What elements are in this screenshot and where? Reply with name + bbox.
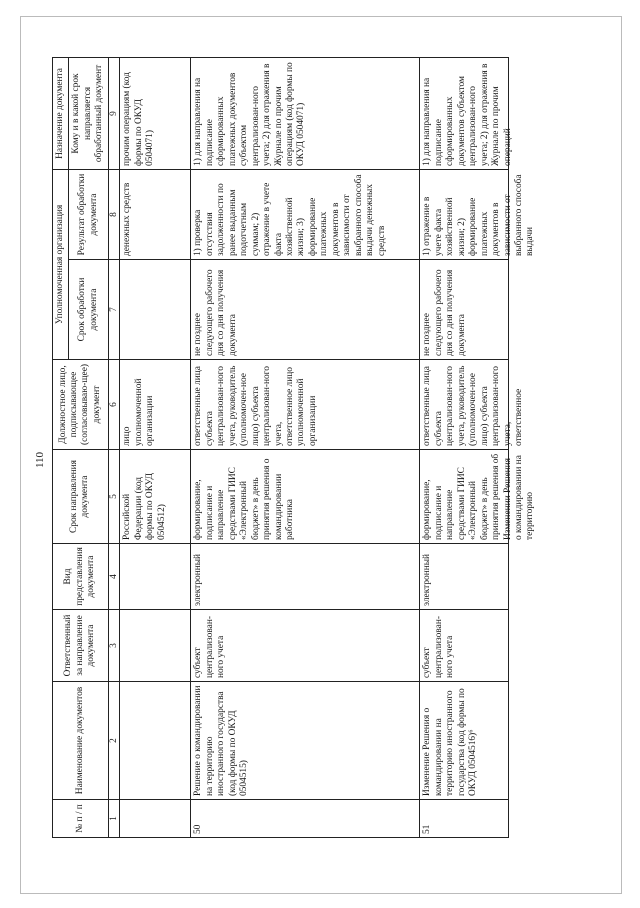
cell-kind: [120, 544, 191, 610]
table-row: [191, 57, 420, 837]
cell-term: Российской Федерации (код формы по ОКУД 0504512): [120, 450, 191, 544]
header-kind: Вид представления документа: [53, 544, 109, 610]
column-number: 8: [108, 169, 119, 259]
cell-purpose: 1) для направления на подписание сформированных платежных документов субъектом централизован-ного учета; 2) для отражения в Журнале по прочим операциям (код формы по ОКУД 0504071): [191, 57, 420, 169]
table-row: [120, 57, 191, 837]
cell-result: денежных средств: [120, 169, 191, 259]
header-whom: Кому и в какой срок направляется обработанный документ: [69, 57, 108, 169]
header-responsible: Ответственный за направление документа: [53, 610, 109, 682]
cell-kind: электронный: [420, 544, 509, 610]
header-processing-term: Срок обработки документа: [69, 260, 108, 360]
column-number: 2: [108, 682, 119, 800]
cell-responsible: субъект централизован-ного учета: [191, 610, 420, 682]
header-official: Должностное лицо, подписывающее (согласовываю-щее) документ: [53, 360, 109, 450]
cell-processing-term: не позднее следующего рабочего дня со дня получения документа: [191, 260, 420, 360]
column-numbers-row: [108, 57, 119, 837]
cell-term: формирование, подписание и направление средствами ГИИС «Электронный бюджет» в день принятия решения о командировании работника: [191, 450, 420, 544]
cell-num: 51: [420, 800, 509, 838]
header-purpose-group: Назначение документа: [53, 57, 69, 169]
cell-processing-term: не позднее следующего рабочего дня со дня получения документа: [420, 260, 509, 360]
header-name: Наименование документов: [53, 682, 109, 800]
cell-num: 50: [191, 800, 420, 838]
column-number: 5: [108, 450, 119, 544]
cell-term: формирование, подписание и направление средствами ГИИС «Электронный бюджет» в день принятия решения об Изменении Решения о командировании на территорию: [420, 450, 509, 544]
column-number: 3: [108, 610, 119, 682]
rotated-table-area: [52, 58, 572, 838]
header-term: Срок направления документа: [53, 450, 109, 544]
cell-result: 1) отражение в учете факта хозяйственной жизни; 2) формирование платежных документов в зависимости от выбранного способа выдачи: [420, 169, 509, 259]
cell-responsible: [120, 610, 191, 682]
cell-name: Решение о командировании на территорию иностранного государства (код формы по ОКУД 0504515): [191, 682, 420, 800]
cell-name: [120, 682, 191, 800]
cell-official: ответственные лица субъекта централизован-ного учета, руководитель (уполномочен-ное лицо) субъекта централизован-ного учета, ответственное: [420, 360, 509, 450]
header-org-group: Уполномоченная организация: [53, 169, 69, 359]
header-result: Результат обработки документа: [69, 169, 108, 259]
documents-register-table: [52, 57, 536, 838]
column-number: 6: [108, 360, 119, 450]
cell-official: лицо уполномоченной организации: [120, 360, 191, 450]
page-number: 110: [34, 451, 46, 469]
cell-name: Изменение Решения о командировании на территорию иностранного государства (код формы по ОКУД 0504516)⁶: [420, 682, 509, 800]
table-row: [420, 57, 509, 837]
column-number: 1: [108, 800, 119, 838]
cell-result: 1) проверка отсутствия задолженности по ранее выданным подотчетным суммам; 2) отражение в учете факта хозяйственной жизни; 3) формирование платежных документов в зависимости от выбранного способа выдачи денежных средств: [191, 169, 420, 259]
column-number: 4: [108, 544, 119, 610]
cell-processing-term: [120, 260, 191, 360]
column-number: 9: [108, 57, 119, 169]
cell-official: ответственные лица субъекта централизован-ного учета, руководитель (уполномочен-ное лицо) субъекта централизован-ного учета, ответственное лицо уполномоченной организации: [191, 360, 420, 450]
cell-purpose: 1) для направления на подписание сформированных документов субъектом централизован-ного учета; 2) для отражения в Журнале по прочим операций: [420, 57, 509, 169]
cell-purpose: прочим операциям (код формы по ОКУД 0504071): [120, 57, 191, 169]
column-number: 7: [108, 260, 119, 360]
header-num: № п / п: [53, 800, 109, 838]
cell-responsible: субъект централизован-ного учета: [420, 610, 509, 682]
cell-kind: электронный: [191, 544, 420, 610]
cell-num: [120, 800, 191, 838]
